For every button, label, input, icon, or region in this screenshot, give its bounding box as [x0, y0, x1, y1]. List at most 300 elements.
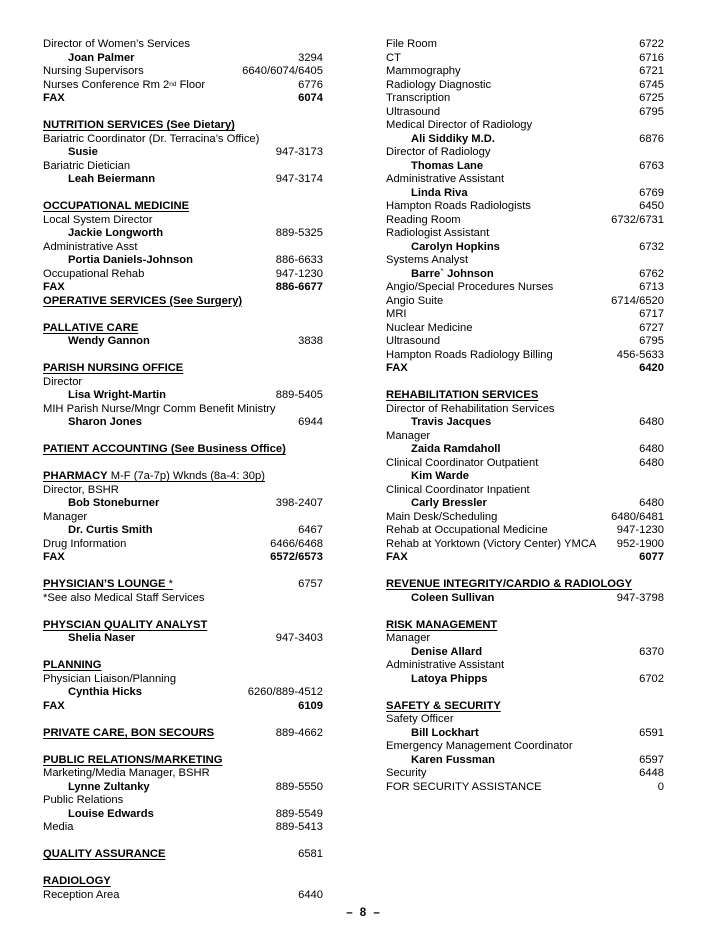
superscript: nd	[169, 80, 177, 88]
contact-name	[68, 686, 142, 700]
directory-row	[43, 376, 323, 390]
phone-extension: 6776	[298, 78, 323, 91]
entry-text: Nursing Supervisors	[43, 65, 144, 77]
contact-name	[411, 268, 494, 282]
section-title	[43, 443, 286, 457]
phone-extension: 6732/6731	[611, 213, 664, 226]
phone-extension: 6732	[639, 240, 664, 253]
entry-text: Denise Allard	[411, 645, 483, 658]
phone-extension: 6480	[639, 416, 664, 428]
phone-extension: 6440	[298, 888, 323, 901]
entry-text: Radiology Diagnostic	[386, 78, 492, 91]
entry-text: OPERATIVE SERVICES (See Surgery)	[43, 294, 243, 307]
entry-label	[43, 592, 204, 606]
directory-row	[386, 740, 664, 754]
section-heading	[43, 727, 323, 741]
contact-name	[411, 133, 495, 147]
spacer	[43, 430, 323, 444]
phone-extension: 889-5549	[275, 807, 323, 820]
phone-extension: 3838	[298, 335, 323, 347]
phone-extension: 6795	[639, 335, 664, 347]
directory-row	[43, 767, 323, 781]
entry-text: Susie	[68, 146, 98, 158]
directory-row	[386, 79, 664, 93]
section-title	[386, 389, 538, 403]
directory-row	[386, 322, 664, 336]
entry-text: Clinical Coordinator Inpatient	[386, 483, 530, 496]
entry-text: *See also Medical Staff Services	[43, 591, 205, 604]
entry-text: Nuclear Medicine	[386, 321, 473, 334]
directory-row	[386, 538, 664, 552]
entry-label	[386, 106, 440, 120]
phone-extension: 6480	[639, 456, 664, 469]
entry-text: Manager	[43, 510, 88, 523]
entry-text: FAX	[43, 281, 65, 293]
entry-label	[386, 538, 596, 552]
section-heading	[43, 875, 323, 889]
entry-label	[386, 281, 553, 295]
entry-label	[386, 308, 407, 322]
entry-text: Lynne Zultanky	[68, 780, 150, 793]
entry-label	[386, 659, 504, 673]
entry-label	[386, 92, 450, 106]
entry-text: Latoya Phipps	[411, 672, 488, 685]
phone-extension: 6757	[298, 578, 323, 590]
phone-extension: 889-5325	[275, 227, 323, 239]
contact-row	[386, 268, 664, 282]
directory-row	[43, 673, 323, 687]
spacer	[43, 457, 323, 471]
phone-extension: 6725	[639, 92, 664, 104]
entry-text: FAX	[43, 699, 65, 712]
contact-name	[68, 335, 150, 349]
entry-text: PHYSCIAN QUALITY ANALYST	[43, 618, 208, 631]
entry-text: Marketing/Media Manager, BSHR	[43, 767, 210, 779]
section-heading	[386, 389, 664, 403]
entry-text: Joan Palmer	[68, 51, 135, 64]
contact-name	[411, 160, 483, 174]
phone-extension: 6640/6074/6405	[242, 65, 323, 77]
section-heading	[43, 659, 323, 673]
directory-row	[386, 781, 664, 795]
phone-extension: 6795	[639, 105, 664, 118]
phone-extension: 6077	[639, 551, 664, 563]
contact-row	[43, 497, 323, 511]
entry-text: Media	[43, 821, 74, 833]
entry-text: Ali Siddiky M.D.	[411, 132, 495, 145]
section-heading	[43, 322, 323, 336]
contact-row	[43, 389, 323, 403]
directory-row	[386, 403, 664, 417]
entry-text: Hampton Roads Radiology Billing	[386, 348, 553, 361]
section-title	[43, 470, 265, 484]
entry-label	[386, 362, 408, 376]
phone-extension: 6480/6481	[611, 510, 664, 523]
entry-text: Clinical Coordinator Outpatient	[386, 456, 539, 469]
section-heading	[43, 754, 323, 768]
contact-row	[43, 524, 323, 538]
entry-label	[386, 295, 443, 309]
contact-name	[68, 389, 166, 403]
entry-text: Medical Director of Radiology	[386, 119, 533, 131]
fax-row	[43, 281, 323, 295]
entry-text: Administrative Assistant	[386, 659, 505, 671]
entry-text: FAX	[386, 551, 408, 563]
entry-text: QUALITY ASSURANCE	[43, 848, 166, 860]
spacer	[43, 349, 323, 363]
phone-extension: 6467	[298, 524, 323, 536]
directory-row	[386, 146, 664, 160]
phone-extension: 456-5633	[616, 348, 664, 361]
entry-text: Wendy Gannon	[68, 335, 150, 347]
section-title	[386, 619, 497, 633]
entry-text: PALLATIVE CARE	[43, 321, 139, 334]
spacer	[43, 646, 323, 660]
phone-extension: 6769	[639, 186, 664, 199]
phone-extension: 889-5550	[275, 780, 323, 793]
contact-row	[386, 187, 664, 201]
phone-extension: 889-5405	[275, 389, 323, 401]
entry-label	[386, 430, 430, 444]
contact-row	[386, 443, 664, 457]
entry-label	[386, 781, 542, 795]
phone-extension: 6762	[639, 267, 664, 280]
contact-row	[386, 160, 664, 174]
phone-extension: 947-3174	[275, 173, 323, 185]
entry-text: Nurses Conference Rm 2	[43, 78, 170, 91]
entry-label	[386, 214, 461, 228]
directory-row	[386, 457, 664, 471]
entry-text: Jackie Longworth	[68, 227, 164, 239]
entry-label	[43, 376, 82, 390]
entry-label	[386, 403, 555, 417]
entry-label	[43, 403, 276, 417]
entry-label	[386, 38, 437, 52]
entry-label	[43, 821, 73, 835]
entry-text: Physician Liaison/Planning	[43, 672, 177, 685]
entry-label	[386, 146, 490, 160]
directory-row	[386, 52, 664, 66]
directory-row	[43, 65, 323, 79]
contact-name	[68, 146, 98, 160]
contact-name	[411, 443, 501, 457]
entry-text: Director	[43, 375, 83, 388]
phone-extension: 947-3403	[275, 632, 323, 644]
contact-row	[386, 646, 664, 660]
phone-extension: 6876	[639, 132, 664, 145]
entry-text: FAX	[43, 551, 65, 563]
entry-text: Radiologist Assistant	[386, 227, 490, 239]
contact-name	[411, 673, 487, 687]
directory-row	[386, 119, 664, 133]
spacer	[386, 565, 664, 579]
entry-label	[43, 133, 259, 147]
entry-text: Rehab at Yorktown (Victory Center) YMCA	[386, 537, 597, 550]
phone-extension: 886-6677	[275, 281, 323, 293]
phone-extension: 6714/6520	[611, 294, 664, 307]
entry-label	[386, 713, 454, 727]
directory-row	[386, 106, 664, 120]
entry-text: REHABILITATION SERVICES	[386, 389, 539, 401]
contact-row	[386, 754, 664, 768]
entry-text: PARISH NURSING OFFICE	[43, 362, 184, 374]
right-directory-column	[386, 38, 664, 794]
entry-label	[386, 173, 504, 187]
spacer	[43, 187, 323, 201]
directory-row	[386, 173, 664, 187]
directory-row	[386, 38, 664, 52]
phone-extension: 6480	[639, 443, 664, 455]
entry-text: Portia Daniels-Johnson	[68, 254, 193, 266]
left-directory-column	[43, 38, 323, 902]
section-title	[386, 578, 632, 592]
contact-row	[386, 727, 664, 741]
section-heading	[43, 295, 323, 309]
contact-row	[386, 416, 664, 430]
phone-extension: 947-1230	[616, 524, 664, 536]
contact-row	[43, 781, 323, 795]
phone-extension: 952-1900	[616, 537, 664, 550]
spacer	[43, 308, 323, 322]
phone-extension: 889-5413	[275, 821, 323, 833]
contact-name	[68, 497, 159, 511]
contact-row	[43, 254, 323, 268]
phone-extension: 6260/889-4512	[247, 686, 323, 698]
entry-text: SAFETY & SECURITY	[386, 699, 501, 712]
directory-row	[43, 889, 323, 903]
directory-row	[43, 214, 323, 228]
entry-text: Kim Warde	[411, 470, 470, 482]
entry-text: Director of Women’s Services	[43, 38, 190, 50]
entry-text: FOR SECURITY ASSISTANCE	[386, 780, 542, 793]
entry-text: PHARMACY	[43, 470, 108, 482]
contact-row	[43, 632, 323, 646]
phone-extension: 6721	[639, 65, 664, 77]
contact-name	[411, 497, 487, 511]
directory-row	[386, 200, 664, 214]
contact-name	[411, 592, 494, 606]
entry-text: Barre` Johnson	[411, 267, 494, 280]
directory-row	[386, 349, 664, 363]
spacer	[43, 565, 323, 579]
directory-row	[386, 295, 664, 309]
section-heading	[386, 578, 664, 592]
entry-text: Cynthia Hicks	[68, 686, 142, 698]
directory-row	[43, 403, 323, 417]
spacer	[43, 862, 323, 876]
entry-text: Louise Edwards	[68, 807, 154, 820]
entry-text: Director of Rehabilitation Services	[386, 402, 555, 415]
phone-extension: 886-6633	[275, 254, 323, 266]
entry-label	[43, 511, 87, 525]
phone-extension: 6581	[298, 848, 323, 860]
directory-row	[43, 160, 323, 174]
contact-name	[411, 646, 482, 660]
entry-text: Angio Suite	[386, 294, 444, 307]
entry-text: Local System Director	[43, 213, 153, 226]
entry-text: Shelia Naser	[68, 632, 136, 644]
contact-name	[68, 254, 193, 268]
entry-text: Reading Room	[386, 213, 461, 226]
entry-text: Manager	[386, 429, 431, 442]
entry-label	[386, 52, 401, 66]
entry-text: Transcription	[386, 92, 451, 104]
directory-row	[386, 281, 664, 295]
contact-row	[386, 241, 664, 255]
entry-text: Ultrasound	[386, 335, 441, 347]
section-title	[386, 700, 501, 714]
section-heading	[386, 700, 664, 714]
entry-text: Systems Analyst	[386, 254, 469, 266]
section-heading	[43, 470, 323, 484]
entry-text: Mammography	[386, 65, 461, 77]
contact-name	[411, 470, 469, 484]
directory-row	[43, 794, 323, 808]
spacer	[43, 713, 323, 727]
phone-extension: 947-1230	[275, 267, 323, 280]
entry-label	[386, 524, 548, 538]
entry-text: Karen Fussman	[411, 753, 495, 766]
entry-label	[43, 551, 65, 565]
fax-row	[43, 92, 323, 106]
entry-text: REVENUE INTEGRITY/CARDIO & RADIOLOGY	[386, 578, 633, 590]
contact-name	[68, 227, 163, 241]
spacer	[386, 605, 664, 619]
entry-text: Dr. Curtis Smith	[68, 524, 153, 536]
entry-text: CT	[386, 51, 401, 64]
entry-label	[43, 794, 123, 808]
contact-name	[68, 781, 150, 795]
contact-row	[386, 497, 664, 511]
entry-text: Thomas Lane	[411, 159, 484, 172]
phone-extension: 6727	[639, 321, 664, 334]
entry-text: Carolyn Hopkins	[411, 240, 500, 253]
entry-label	[43, 214, 152, 228]
directory-row	[386, 430, 664, 444]
section-heading	[386, 619, 664, 633]
section-heading	[43, 119, 323, 133]
entry-text: Administrative Assistant	[386, 173, 505, 185]
entry-text: Ultrasound	[386, 105, 441, 118]
entry-text: MRI	[386, 308, 407, 320]
section-title	[43, 578, 173, 592]
entry-label	[43, 65, 144, 79]
section-title	[43, 119, 235, 133]
spacer	[43, 106, 323, 120]
entry-text: Reception Area	[43, 888, 120, 901]
entry-label	[43, 38, 190, 52]
section-title	[43, 295, 242, 309]
entry-text: Emergency Management Coordinator	[386, 740, 573, 752]
entry-text: Administrative Asst	[43, 240, 138, 253]
entry-text: Director, BSHR	[43, 483, 119, 496]
phone-extension: 6480	[639, 497, 664, 509]
section-title	[43, 659, 101, 673]
directory-row	[386, 511, 664, 525]
directory-row	[386, 632, 664, 646]
entry-text: Public Relations	[43, 794, 124, 806]
entry-text: Lisa Wright-Martin	[68, 389, 166, 401]
entry-text: Drug Information	[43, 537, 127, 550]
entry-label	[43, 673, 176, 687]
contact-name	[68, 524, 153, 538]
directory-row	[43, 133, 323, 147]
entry-label	[43, 889, 120, 903]
directory-row	[386, 713, 664, 727]
entry-label	[43, 281, 65, 295]
directory-row	[43, 484, 323, 498]
section-title	[43, 200, 189, 214]
entry-text: Director of Radiology	[386, 146, 491, 158]
directory-row	[386, 92, 664, 106]
entry-text-suffix: M-F (7a-7p) Wknds (8a-4: 30p)	[107, 470, 265, 482]
entry-label	[43, 79, 205, 93]
entry-text: Occupational Rehab	[43, 267, 145, 280]
spacer	[43, 605, 323, 619]
entry-text: NUTRITION SERVICES (See Dietary)	[43, 119, 235, 131]
entry-label	[43, 767, 210, 781]
section-heading	[43, 578, 323, 592]
directory-row	[43, 592, 323, 606]
entry-label	[386, 335, 440, 349]
phone-extension: 6763	[639, 159, 664, 172]
page-number: – 8 –	[346, 907, 382, 919]
entry-label	[43, 700, 65, 714]
directory-row	[43, 268, 323, 282]
entry-label	[386, 227, 489, 241]
entry-text: Rehab at Occupational Medicine	[386, 524, 548, 536]
section-title	[43, 362, 183, 376]
directory-row	[386, 659, 664, 673]
entry-text: Angio/Special Procedures Nurses	[386, 281, 554, 293]
contact-name	[68, 52, 135, 66]
phone-extension: 6591	[639, 726, 664, 739]
directory-row	[386, 65, 664, 79]
phone-extension: 947-3798	[616, 591, 664, 604]
contact-name	[411, 187, 468, 201]
directory-row	[43, 538, 323, 552]
fax-row	[43, 551, 323, 565]
entry-label	[386, 200, 531, 214]
entry-label	[386, 484, 530, 498]
contact-row	[43, 686, 323, 700]
phone-extension: 398-2407	[275, 497, 323, 509]
spacer	[43, 740, 323, 754]
entry-text: RADIOLOGY	[43, 875, 111, 887]
entry-label	[386, 632, 430, 646]
directory-row	[386, 214, 664, 228]
contact-name	[68, 416, 142, 430]
entry-text: Security	[386, 767, 427, 779]
phone-extension: 6450	[639, 200, 664, 212]
entry-label	[386, 79, 491, 93]
phone-extension: 6713	[639, 281, 664, 293]
entry-label	[386, 457, 538, 471]
phone-extension: 6745	[639, 78, 664, 91]
entry-text: Bariatric Coordinator (Dr. Terracina’s Office)	[43, 132, 260, 145]
entry-label	[43, 538, 126, 552]
entry-label	[386, 349, 553, 363]
phone-extension: 6572/6573	[270, 551, 323, 563]
phone-extension: 6716	[639, 51, 664, 64]
entry-text: FAX	[43, 92, 65, 104]
entry-label	[43, 92, 65, 106]
entry-label	[386, 254, 468, 268]
phone-extension: 6466/6468	[270, 537, 323, 550]
fax-row	[386, 362, 664, 376]
section-heading	[43, 443, 323, 457]
entry-text: Sharon Jones	[68, 416, 142, 428]
